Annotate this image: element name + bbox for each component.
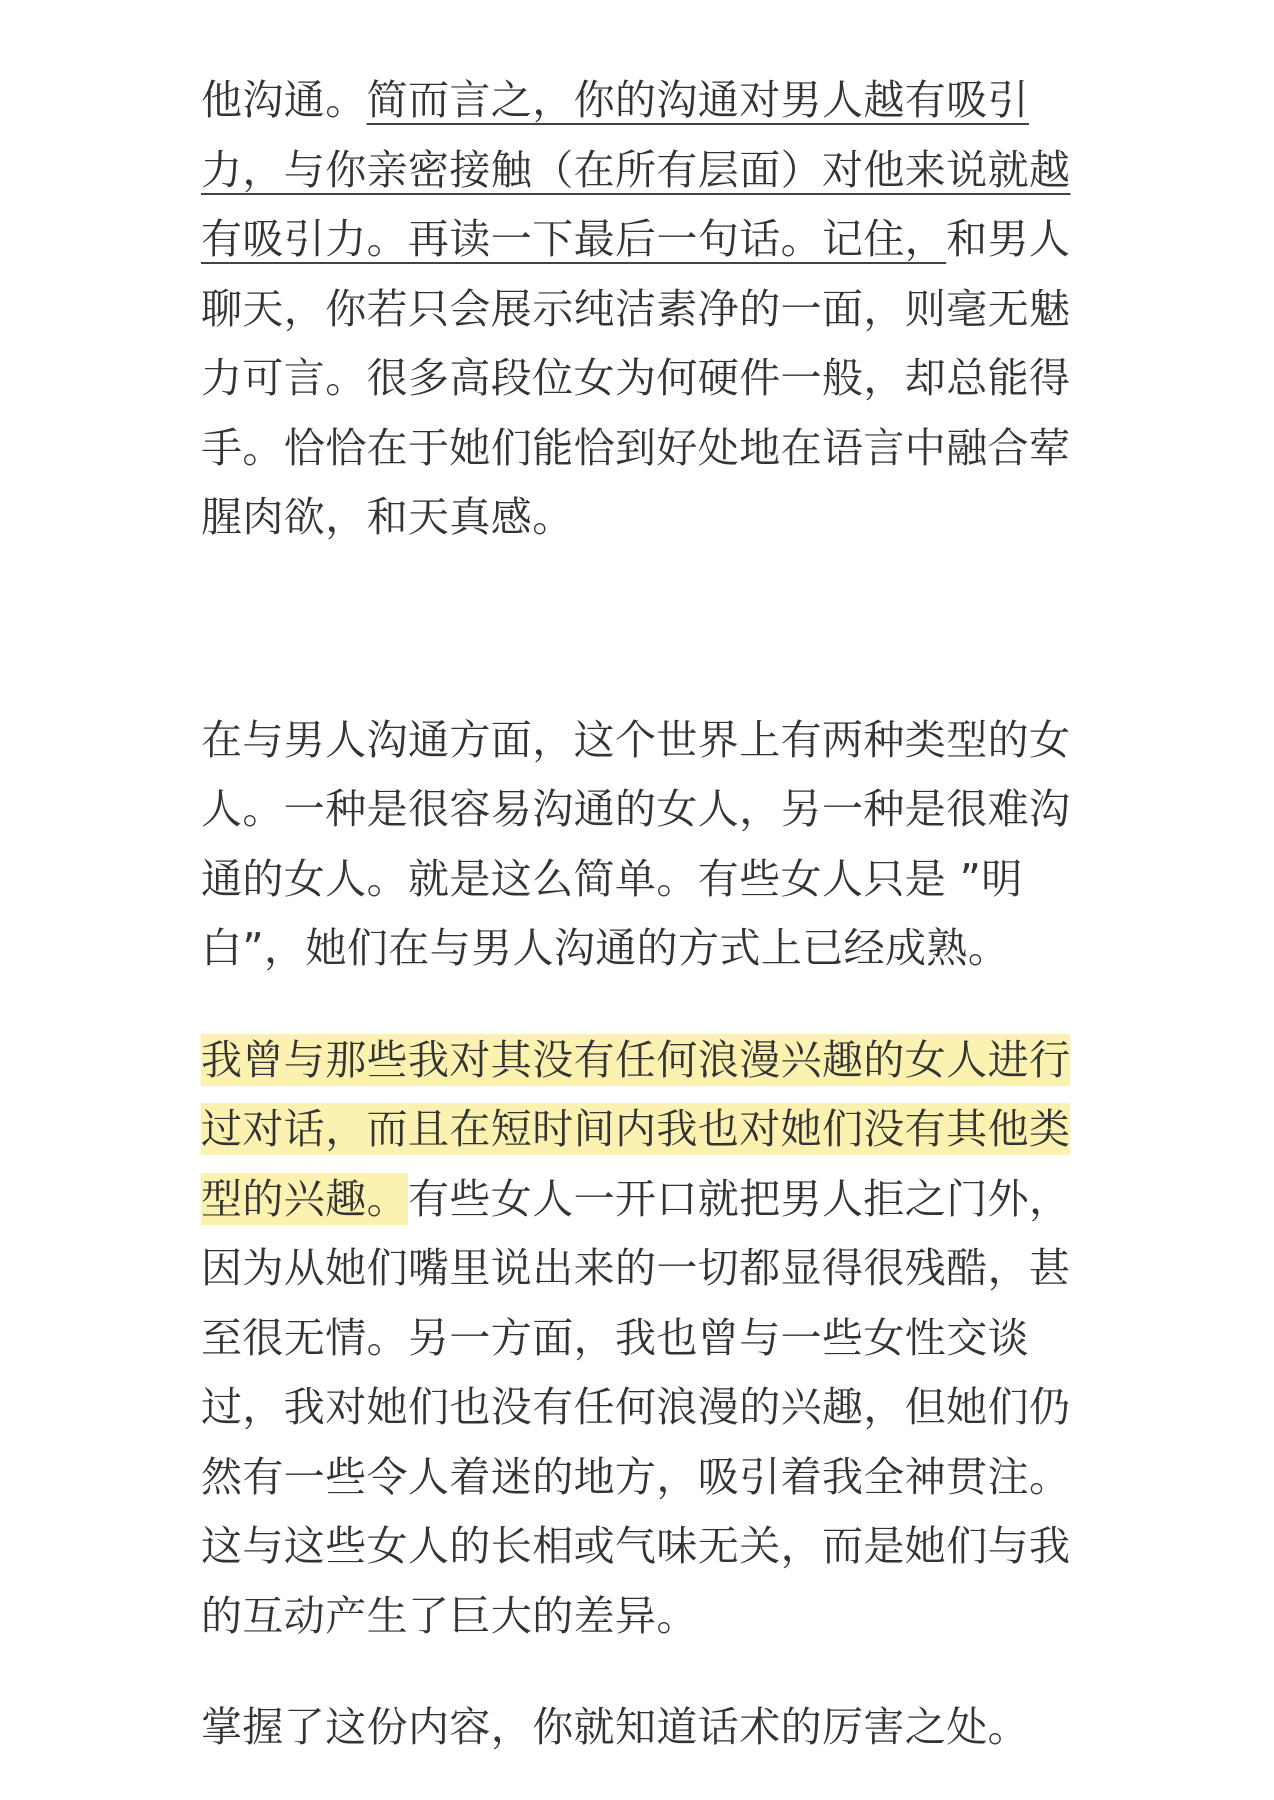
article-body xyxy=(201,66,1081,1763)
underlined-passage: 简而言之，你的沟通对男人越有吸引力，与你亲密接触（在所有层面）对他来说就越有吸引力。再读一下最后一句话。记住， xyxy=(201,76,1071,263)
paragraph-spacer xyxy=(201,984,1081,1026)
paragraph-1-rest: 和男人聊天，你若只会展示纯洁素净的一面，则毫无魅力可言。很多高段位女为何硬件一般，却总能得手。恰恰在于她们能恰到好处地在语言中融合荤腥肉欲，和天真感。 xyxy=(201,215,1071,541)
paragraph-1-intro: 他沟通。 xyxy=(201,76,367,124)
paragraph-spacer xyxy=(201,553,1081,706)
paragraph-3-rest: 有些女人一开口就把男人拒之门外，因为从她们嘴里说出来的一切都显得很残酷，甚至很无情。另一方面，我也曾与一些女性交谈过，我对她们也没有任何浪漫的兴趣，但她们仍然有一些令人着迷的地方，吸引着我全神贯注。这与这些女人的长相或气味无关，而是她们与我的互动产生了巨大的差异。 xyxy=(201,1174,1071,1640)
paragraph-1 xyxy=(201,66,1081,553)
paragraph-3 xyxy=(201,1026,1081,1652)
paragraph-spacer xyxy=(201,1651,1081,1693)
paragraph-2: 在与男人沟通方面，这个世界上有两种类型的女人。一种是很容易沟通的女人，另一种是很难沟通的女人。就是这么简单。有些女人只是 ”明白”，她们在与男人沟通的方式上已经成熟。 xyxy=(201,715,1071,972)
highlighted-passage: 我曾与那些我对其没有任何浪漫兴趣的女人进行过对话，而且在短时间内我也对她们没有其他类型的兴趣。 xyxy=(201,1035,1071,1223)
paragraph-4: 掌握了这份内容，你就知道话术的厉害之处。 xyxy=(201,1703,1029,1751)
